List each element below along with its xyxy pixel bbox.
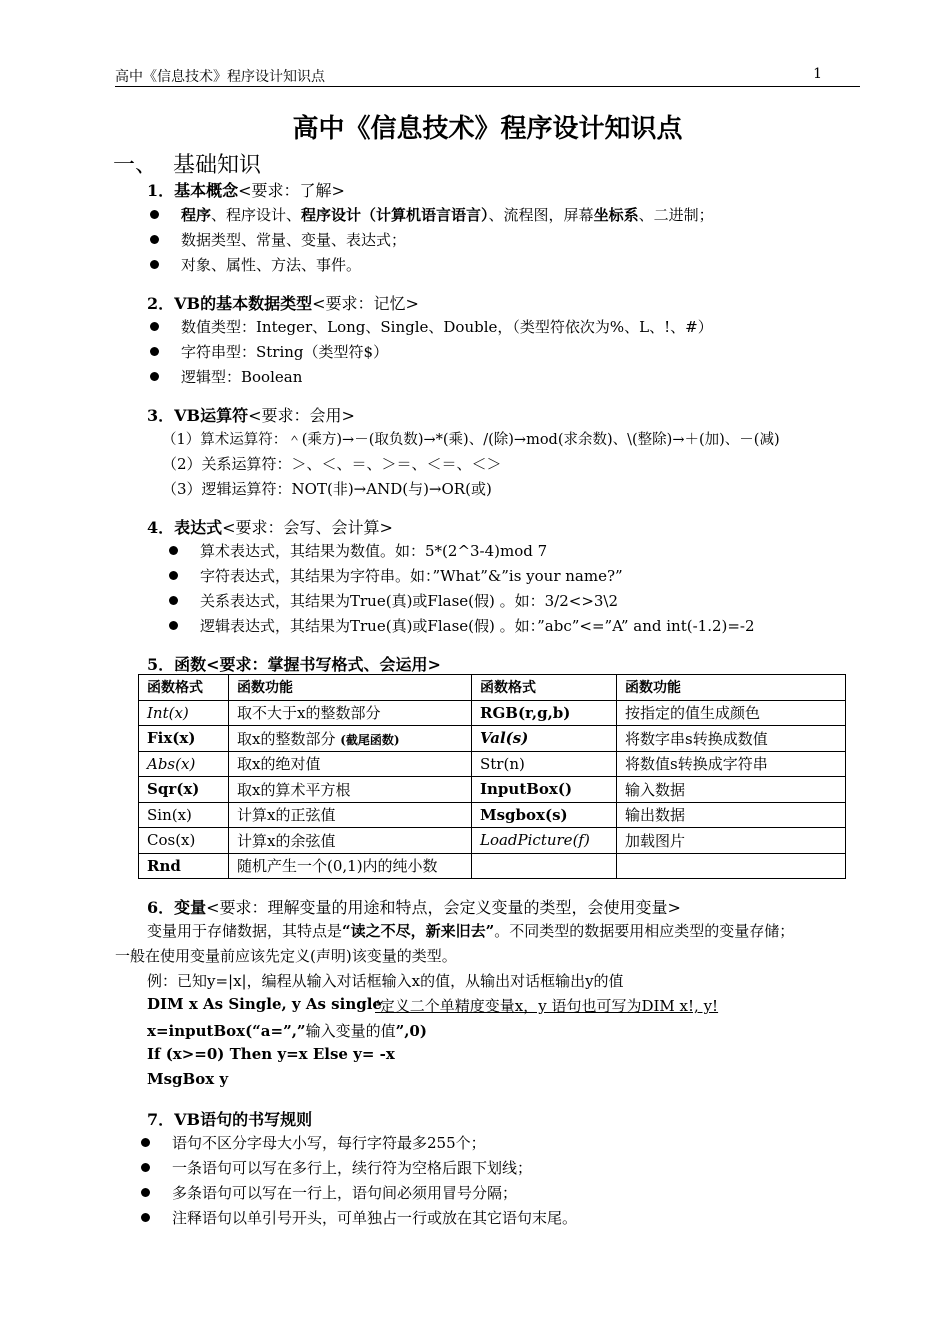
s7-bullet-4: 注释语句以单引号开头，可单独占一行或放在其它语句末尾。 [172,1209,578,1227]
table-cell: 取x的算术平方根 [229,777,472,803]
table-cell: Abs(x) [139,751,229,777]
code-line-2 [147,1020,427,1041]
section-3-heading [147,403,355,426]
s6-p1-emphasis: “读之不尽，新来旧去” [342,922,495,940]
table-cell: Str(n) [472,751,617,777]
s1-b1-text-b: 、流程图，屏幕 [488,206,594,224]
term-coordinate: 坐标系 [593,206,639,224]
section-2-heading [147,291,419,314]
s1-b1-text-c: 、二进制； [638,206,714,224]
code-2-part-a: x=inputBox(“a=”,” [147,1022,306,1040]
section-7-title: 7．VB语句的书写规则 [147,1110,313,1129]
table-header-row [139,675,846,701]
section-3-requirement: <要求：会用> [248,406,355,425]
section-6-heading [147,895,681,918]
s7-bullet-3: 多条语句可以写在一行上，语句间必须用冒号分隔； [172,1184,518,1202]
table-cell: 取不大于x的整数部分 [229,700,472,726]
section-1-heading [147,178,345,201]
table-cell: 取x的绝对值 [229,751,472,777]
s4-bullet-3: 关系表达式，其结果为True(真)或Flase(假) 。如：3/2<>3\2 [200,592,619,610]
s7-bullet-1: 语句不区分字母大小写，每行字符最多255个； [172,1134,486,1152]
s4-bullet-2: 字符表达式，其结果为字符串。如：”What”&”is your name?” [200,567,623,585]
section-4-title: 4．表达式 [147,518,223,537]
table-row [139,751,846,777]
table-header-cell: 函数格式 [472,675,617,701]
term-program: 程序 [181,206,212,224]
table-cell: 计算x的余弦值 [229,828,472,854]
part-heading [113,148,261,179]
code-2-part-b: 输入变量的值 [305,1022,396,1040]
table-cell: 将数字串s转换成数值 [617,726,846,752]
table-row [139,777,846,803]
header-title: 高中《信息技术》程序设计知识点 [115,69,325,85]
s6-example: 例：已知y=|x|，编程从输入对话框输入x的值，从输出对话框输出y的值 [147,972,624,990]
s2-bullet-1: 数值类型：Integer、Long、Single、Double，（类型符依次为%、L、!、#） [181,318,713,336]
table-cell: Sin(x) [139,802,229,828]
table-cell: Rnd [139,853,229,879]
table-cell: Val(s) [472,726,617,752]
s1-bullet-2: 数据类型、常量、变量、表达式； [181,231,407,249]
table-cell: Msgbox(s) [472,802,617,828]
code-line-3: If (x>=0) Then y=x Else y= -x [147,1045,395,1063]
table-cell: 输出数据 [617,802,846,828]
s2-bullet-2: 字符串型：String（类型符$） [181,343,389,361]
table-header-cell: 函数功能 [617,675,846,701]
table-cell: 计算x的正弦值 [229,802,472,828]
section-6-title: 6．变量 [147,898,207,917]
document-title: 高中《信息技术》程序设计知识点 [292,114,683,144]
section-2-title: 2．VB的基本数据类型 [147,294,313,313]
section-2-requirement: <要求：记忆> [312,294,419,313]
table-cell: Int(x) [139,700,229,726]
section-4-requirement: <要求：会写、会计算> [222,518,393,537]
part-title: 基础知识 [173,153,262,178]
table-header-cell: 函数功能 [229,675,472,701]
table-cell-text: 取x的整数部分 [237,729,336,748]
table-cell: 加载图片 [617,828,846,854]
code-line-1: DIM x As Single, y As single [147,995,382,1013]
section-5-heading [147,652,441,675]
table-header-cell: 函数格式 [139,675,229,701]
code-2-part-c: ”,0) [395,1022,427,1040]
page-header [115,66,860,87]
table-cell: InputBox() [472,777,617,803]
s7-bullet-2: 一条语句可以写在多行上，续行符为空格后跟下划线； [172,1159,533,1177]
section-5-requirement: <要求：掌握书写格式、会运用> [206,655,441,674]
function-table [138,674,846,879]
section-4-heading [147,515,393,538]
s3-arith-operators: （1）算术运算符：＾(乘方)→－(取负数)→*(乘)、/(除)→mod(求余数)、\(整除)→＋(加)、－(减) [162,432,780,448]
table-cell: Fix(x) [139,726,229,752]
section-7-heading [147,1107,312,1130]
table-row [139,700,846,726]
s3-relational-operators: （2）关系运算符：＞、＜、＝、＞＝、＜＝、＜＞ [162,455,502,473]
code-line-4: MsgBox y [147,1070,229,1088]
table-cell: 按指定的值生成颜色 [617,700,846,726]
table-row [139,802,846,828]
section-5-title: 5．函数 [147,655,207,674]
code-comment-1: ‘定义二个单精度变量x，y 语句也可写为DIM x!, y! [375,997,719,1015]
table-cell [229,726,472,752]
s3-logical-operators: （3）逻辑运算符：NOT(非)→AND(与)→OR(或) [162,480,492,498]
section-6-requirement: <要求：理解变量的用途和特点，会定义变量的类型，会使用变量> [206,898,681,917]
table-row [139,853,846,879]
table-row [139,726,846,752]
s4-bullet-1: 算术表达式，其结果为数值。如：5*(2^3-4)mod 7 [200,542,548,560]
section-1-title: 1．基本概念 [147,181,239,200]
s4-bullet-4: 逻辑表达式，其结果为True(真)或Flase(假) 。如：”abc”<=”A” and int(-1.2)=-2 [200,617,755,635]
s6-paragraph-line-1 [147,920,794,941]
table-cell: Cos(x) [139,828,229,854]
table-cell: RGB(r,g,b) [472,700,617,726]
header-page-number: 1 [813,66,822,82]
s6-p1-text-a: 变量用于存储数据，其特点是 [147,922,343,940]
s1-bullet-1 [181,204,714,225]
s2-bullet-3: 逻辑型：Boolean [181,368,303,386]
s6-paragraph-line-2: 一般在使用变量前应该先定义(声明)该变量的类型。 [115,947,457,965]
s6-p1-text-c: 。不同类型的数据要用相应类型的变量存储； [494,922,795,940]
table-row [139,828,846,854]
term-program-design: 程序设计（计算机语言语言） [301,206,489,224]
table-cell [617,853,846,879]
s1-b1-text-a: 、程序设计、 [211,206,302,224]
section-1-requirement: <要求：了解> [238,181,345,200]
table-cell: 输入数据 [617,777,846,803]
truncate-function-note: (截尾函数) [340,732,400,747]
table-cell: 随机产生一个(0,1)内的纯小数 [229,853,472,879]
part-number: 一、 [113,153,158,178]
table-cell: LoadPicture(f) [472,828,617,854]
section-3-title: 3．VB运算符 [147,406,249,425]
table-cell [472,853,617,879]
table-cell: 将数值s转换成字符串 [617,751,846,777]
s1-bullet-3: 对象、属性、方法、事件。 [181,256,362,274]
table-cell: Sqr(x) [139,777,229,803]
